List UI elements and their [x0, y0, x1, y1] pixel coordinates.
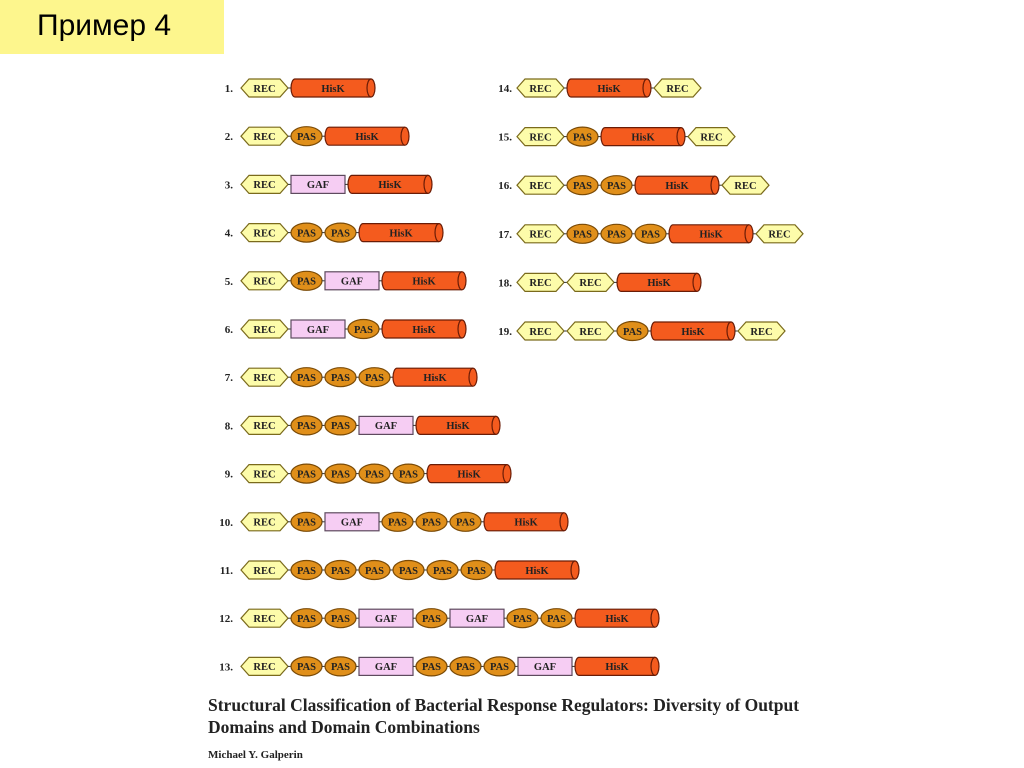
- architecture-number: 13.: [219, 661, 233, 674]
- pas-domain-label: PAS: [466, 565, 487, 577]
- hisk-domain-label: HisK: [378, 180, 402, 192]
- gaf-domain-label: GAF: [340, 276, 364, 288]
- architecture-row: [220, 561, 579, 580]
- architecture-row: [498, 224, 803, 243]
- figure-caption-author: Michael Y. Galperin: [208, 749, 303, 761]
- rec-domain-label: REC: [253, 469, 276, 481]
- architecture-row: [225, 320, 466, 339]
- pas-domain-label: PAS: [296, 469, 317, 481]
- hisk-domain-label: HisK: [525, 565, 549, 577]
- gaf-domain-label: GAF: [465, 614, 489, 625]
- pas-domain-label: PAS: [330, 662, 351, 674]
- rec-domain-label: REC: [253, 324, 276, 336]
- pas-domain-label: PAS: [364, 469, 385, 481]
- pas-domain-label: PAS: [640, 229, 661, 241]
- pas-domain-label: PAS: [512, 614, 533, 625]
- architecture-row: [225, 416, 500, 435]
- hisk-domain-label: HisK: [647, 278, 671, 290]
- architecture-row: [225, 271, 466, 290]
- gaf-domain-label: GAF: [306, 180, 330, 192]
- pas-domain-label: PAS: [421, 517, 442, 529]
- architecture-row: [498, 322, 785, 341]
- gaf-domain-label: GAF: [340, 517, 364, 529]
- gaf-domain-label: GAF: [374, 421, 398, 433]
- pas-domain-label: PAS: [606, 181, 627, 192]
- architecture-number: 5.: [224, 275, 233, 288]
- pas-domain-label: PAS: [296, 228, 317, 240]
- hisk-domain-label: HisK: [605, 614, 629, 625]
- gaf-domain-label: GAF: [374, 662, 398, 674]
- rec-domain-label: REC: [253, 228, 276, 240]
- hisk-domain-label: HisK: [514, 517, 538, 529]
- rec-domain-label: REC: [734, 181, 757, 192]
- rec-domain-label: REC: [768, 229, 791, 241]
- pas-domain-label: PAS: [364, 565, 385, 577]
- gaf-domain-label: GAF: [306, 324, 330, 336]
- pas-domain-label: PAS: [296, 276, 317, 288]
- architecture-number: 9.: [224, 468, 233, 481]
- pas-domain-label: PAS: [606, 229, 627, 241]
- hisk-domain-label: HisK: [605, 662, 629, 674]
- rec-domain-label: REC: [529, 132, 552, 144]
- architecture-number: 10.: [219, 516, 233, 529]
- architecture-number: 18.: [498, 277, 512, 290]
- hisk-domain-label: HisK: [389, 228, 413, 240]
- pas-domain-label: PAS: [398, 469, 419, 481]
- rec-domain-label: REC: [253, 517, 276, 529]
- hisk-domain-label: HisK: [681, 326, 705, 338]
- pas-domain-label: PAS: [572, 229, 593, 241]
- architecture-row: [225, 223, 443, 242]
- hisk-domain-label: HisK: [457, 469, 481, 481]
- architecture-row: [219, 657, 659, 676]
- gaf-domain-label: GAF: [374, 614, 398, 625]
- pas-domain-label: PAS: [572, 132, 593, 144]
- rec-domain-label: REC: [529, 83, 552, 95]
- architecture-number: 17.: [498, 228, 512, 241]
- slide-title: Пример 4: [37, 9, 172, 42]
- pas-domain-label: PAS: [572, 181, 593, 192]
- architecture-row: [225, 79, 375, 97]
- architecture-row: [498, 79, 701, 97]
- pas-domain-label: PAS: [489, 662, 510, 674]
- rec-domain-label: REC: [253, 373, 276, 384]
- rec-domain-label: REC: [529, 278, 552, 290]
- pas-domain-label: PAS: [296, 373, 317, 384]
- rec-domain-label: REC: [253, 662, 276, 674]
- hisk-domain-label: HisK: [321, 83, 345, 95]
- hisk-domain-label: HisK: [699, 229, 723, 241]
- pas-domain-label: PAS: [330, 565, 351, 577]
- hisk-domain-label: HisK: [412, 276, 436, 288]
- architecture-number: 8.: [224, 420, 233, 433]
- pas-domain-label: PAS: [330, 469, 351, 481]
- hisk-domain-label: HisK: [631, 132, 655, 144]
- pas-domain-label: PAS: [296, 132, 317, 143]
- architecture-number: 6.: [224, 324, 233, 336]
- pas-domain-label: PAS: [432, 565, 453, 577]
- pas-domain-label: PAS: [353, 324, 374, 336]
- architecture-row: [498, 176, 769, 195]
- architecture-row: [219, 609, 659, 628]
- pas-domain-label: PAS: [455, 517, 476, 529]
- pas-domain-label: PAS: [546, 614, 567, 625]
- architecture-row: [219, 512, 568, 531]
- rec-domain-label: REC: [666, 83, 689, 95]
- rec-domain-label: REC: [529, 326, 552, 338]
- rec-domain-label: REC: [579, 278, 602, 290]
- pas-domain-label: PAS: [296, 421, 317, 433]
- architecture-row: [498, 127, 735, 146]
- architecture-row: [225, 175, 432, 193]
- pas-domain-label: PAS: [330, 228, 351, 240]
- pas-domain-label: PAS: [330, 421, 351, 433]
- rec-domain-label: REC: [253, 565, 276, 577]
- hisk-domain-label: HisK: [665, 181, 689, 192]
- rec-domain-label: REC: [253, 132, 276, 143]
- architecture-number: 16.: [498, 180, 512, 193]
- architecture-number: 11.: [219, 565, 233, 577]
- pas-domain-label: PAS: [421, 662, 442, 674]
- architecture-number: 3.: [224, 179, 233, 192]
- architecture-number: 14.: [498, 83, 512, 95]
- gaf-domain-label: GAF: [533, 662, 557, 674]
- architecture-number: 19.: [498, 326, 512, 338]
- architecture-number: 15.: [498, 131, 512, 144]
- pas-domain-label: PAS: [296, 662, 317, 674]
- pas-domain-label: PAS: [387, 517, 408, 529]
- pas-domain-label: PAS: [296, 565, 317, 577]
- architecture-number: 12.: [219, 613, 233, 626]
- pas-domain-label: PAS: [296, 517, 317, 529]
- architecture-number: 4.: [224, 227, 233, 240]
- rec-domain-label: REC: [750, 326, 773, 338]
- rec-domain-label: REC: [529, 181, 552, 192]
- rec-domain-label: REC: [253, 83, 276, 95]
- hisk-domain-label: HisK: [412, 324, 436, 336]
- rec-domain-label: REC: [253, 180, 276, 192]
- hisk-domain-label: HisK: [423, 373, 447, 384]
- architecture-row: [225, 368, 477, 387]
- architecture-number: 7.: [224, 372, 233, 385]
- architecture-number: 1.: [224, 83, 233, 95]
- hisk-domain-label: HisK: [446, 421, 470, 433]
- rec-domain-label: REC: [253, 421, 276, 433]
- pas-domain-label: PAS: [622, 326, 643, 338]
- pas-domain-label: PAS: [421, 614, 442, 625]
- rec-domain-label: REC: [253, 614, 276, 625]
- hisk-domain-label: HisK: [597, 83, 621, 95]
- rec-domain-label: REC: [579, 326, 602, 338]
- architecture-row: [225, 127, 409, 146]
- figure-caption-title: Structural Classification of Bacterial Response Regulators: Diversity of Output Domains and Domain Combinations: [208, 695, 800, 737]
- architecture-number: 2.: [224, 131, 233, 144]
- pas-domain-label: PAS: [330, 373, 351, 384]
- pas-domain-label: PAS: [398, 565, 419, 577]
- pas-domain-label: PAS: [455, 662, 476, 674]
- rec-domain-label: REC: [529, 229, 552, 241]
- pas-domain-label: PAS: [364, 373, 385, 384]
- architecture-row: [225, 464, 511, 483]
- architecture-row: [498, 273, 701, 291]
- rec-domain-label: REC: [700, 132, 723, 144]
- hisk-domain-label: HisK: [355, 132, 379, 143]
- rec-domain-label: REC: [253, 276, 276, 288]
- pas-domain-label: PAS: [330, 614, 351, 625]
- pas-domain-label: PAS: [296, 614, 317, 625]
